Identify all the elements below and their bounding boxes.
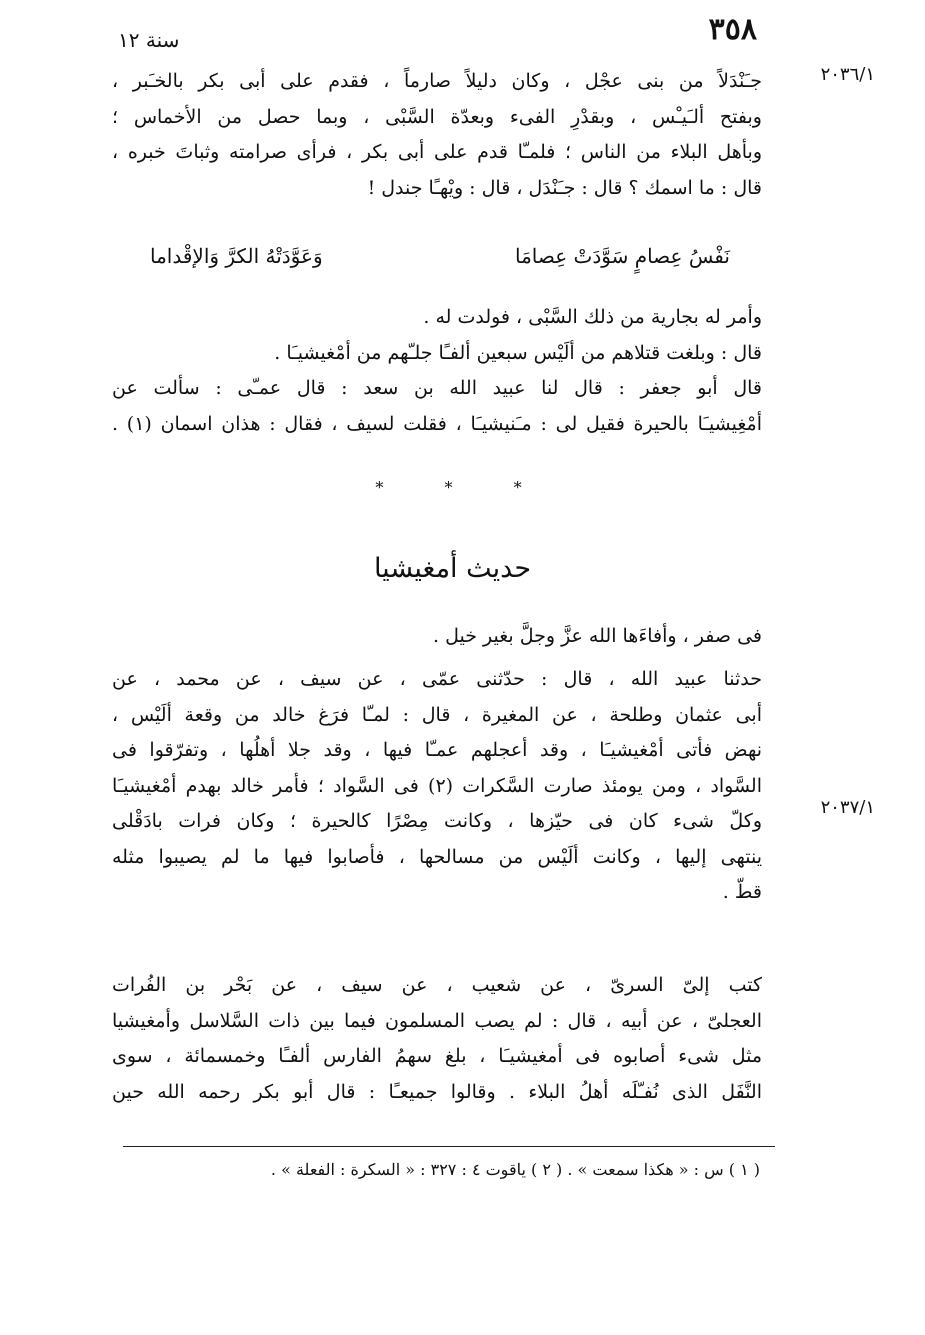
poem-hemistich-left: وَعَوَّدَتْهُ الكرَّ وَالإقْداما (150, 244, 323, 268)
text-line: قطّ . (722, 881, 762, 903)
paragraph (112, 968, 762, 1110)
text-line: أبى عثمان وطلحة ، عن المغيرة ، قال : لمـّا فرَغ خالد من وقعة ألَيْس ، (112, 703, 762, 726)
section-title: حديث أمغيشيا (373, 553, 532, 584)
footnote-divider (123, 1146, 775, 1147)
paragraph (112, 64, 762, 206)
text-line: وكلّ شىء كان فى حيّزها ، وكانت مِصْرًا كالحيرة ؛ وكان فرات بادَقْلى (112, 810, 762, 832)
text-line: السَّواد ، ومن يومئذ صارت السَّكرات (٢) فى السَّواد ؛ فأمر خالد بهدم أمْغيشيـَا (112, 774, 762, 797)
poem-hemistich-right: نَفْسُ عِصامٍ سَوَّدَتْ عِصامَا (514, 244, 730, 268)
text-line: قال : ما اسمك ؟ قال : جـَنْدَل ، قال : ويْهـًا جندل ! (367, 176, 762, 199)
text-line: وأمر له بجارية من ذلك السَّبْى ، فولدت له . (423, 306, 762, 328)
text-line: وبفتح ألـَيـْس ، وبقدْرِ الفىء وبعدّة السَّبْى ، وبما حصل من الأخماس ؛ (112, 105, 762, 128)
text-line: فى صفر ، وأفاءَها الله عزَّ وجلَّ بغير خيل . (433, 625, 762, 647)
poem-verse (150, 244, 730, 284)
text-line: النَّفَل الذى نُفـّلَه أهلُ البلاء . وقالوا جميعـًا : قال أبو بكر رحمه الله حين (112, 1080, 762, 1103)
text-line: قال أبو جعفر : قال لنا عبيد الله بن سعد : قال عمـّى : سألت عن (112, 377, 762, 399)
paragraph (112, 662, 762, 911)
text-line: العجلىّ ، عن أبيه ، قال : لم يصب المسلمون فيما بين ذات السَّلاسل وأمغيشيا (112, 1009, 762, 1032)
text-line: قال : وبلغت قتلاهم من ألَيْس سبعين ألفـًا جلـّهم من أمْغيشيـَا . (274, 341, 762, 364)
paragraph (112, 619, 762, 655)
text-line: أمْغِيشيـَا بالحيرة فقيل لى : مـَنيشيـَا ، فقلت لسيف ، فقال : هذان اسمان (١) . (112, 412, 762, 435)
running-header-year: سنة ١٢ (118, 28, 180, 52)
text-line: كتب إلىّ السرىّ ، عن شعيب ، عن سيف ، عن بَحْر بن الفُرات (112, 974, 762, 996)
text-line: حدثنا عبيد الله ، قال : حدّثنى عمّى ، عن سيف ، عن محمد ، عن (112, 668, 762, 690)
text-line: ينتهى إليها ، وكانت ألَيْس من مسالحها ، فأصابوا فيها ما لم يصيبوا مثله (112, 845, 762, 868)
page-number: ٣٥٨ (708, 12, 757, 47)
text-line: مثل شىء أصابوه فى أمغيشيـَا ، بلغ سهمُ الفارس ألفـًا وخمسمائة ، سوى (112, 1045, 762, 1067)
paragraph (112, 300, 762, 442)
text-line: نهض فأتى أمْغيشيـَا ، وقد أعجلهم عمـّا فيها ، وقد جلا أهلُها ، وتفرّقوا فى (112, 739, 762, 761)
text-line: وبأهل البلاء من الناس ؛ فلمـّا قدم على أبى بكر ، فرأى صرامته وثباتَ خبره ، (112, 141, 762, 163)
margin-reference: ٢٠٣٦/١ (820, 64, 875, 85)
margin-reference: ٢٠٣٧/١ (820, 797, 875, 818)
text-line: جـَنْدَلاً من بنى عجْل ، وكان دليلاً صارماً ، فقدم على أبى بكر بالخـَبر ، (112, 70, 762, 92)
section-separator: * * * (375, 478, 550, 497)
footnotes: ( ١ ) س : « هكذا سمعت » . ( ٢ ) ياقوت ٤ : ٣٢٧ : « السكرة : الفعلة » . (270, 1160, 760, 1179)
